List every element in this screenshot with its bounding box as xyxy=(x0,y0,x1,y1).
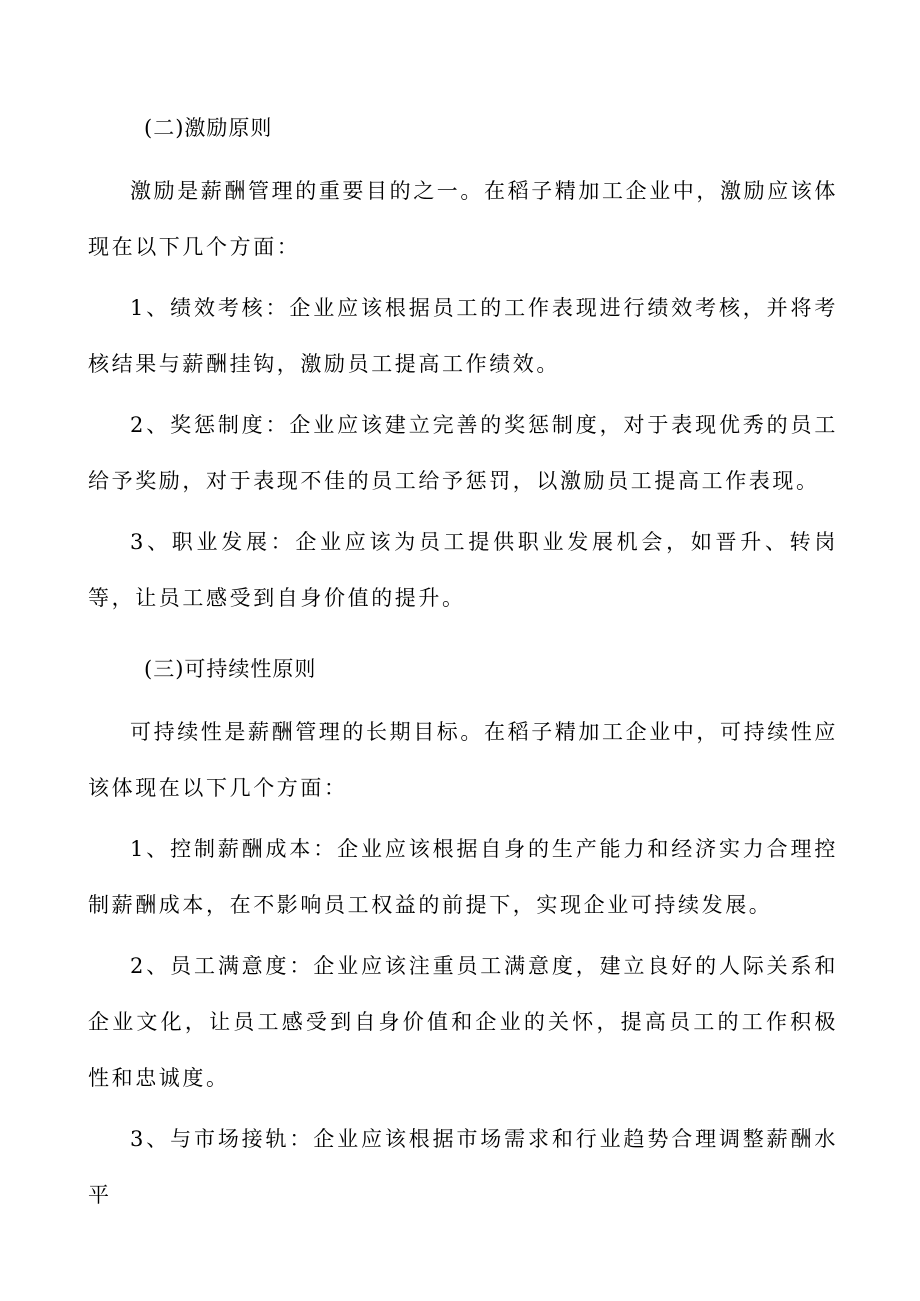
paragraph-employee-satisfaction: 2、员工满意度：企业应该注重员工满意度，建立良好的人际关系和企业文化，让员工感受到自身价值和企业的关怀，提高员工的工作积极性和忠诚度。 xyxy=(88,954,838,1090)
paragraph-cost-control: 1、控制薪酬成本：企业应该根据自身的生产能力和经济实力合理控制薪酬成本，在不影响员工权益的前提下，实现企业可持续发展。 xyxy=(88,837,838,917)
paragraph-market-alignment: 3、与市场接轨：企业应该根据市场需求和行业趋势合理调整薪酬水平 xyxy=(88,1127,838,1207)
paragraph-incentive-intro: 激励是薪酬管理的重要目的之一。在稻子精加工企业中，激励应该体现在以下几个方面： xyxy=(88,179,838,259)
paragraph-reward-punishment: 2、奖惩制度：企业应该建立完善的奖惩制度，对于表现优秀的员工给予奖励，对于表现不佳的员工给予惩罚，以激励员工提高工作表现。 xyxy=(88,413,838,493)
paragraph-career-development: 3、职业发展：企业应该为员工提供职业发展机会，如晋升、转岗等，让员工感受到自身价值的提升。 xyxy=(88,530,838,610)
paragraph-performance-review: 1、绩效考核：企业应该根据员工的工作表现进行绩效考核，并将考核结果与薪酬挂钩，激励员工提高工作绩效。 xyxy=(88,296,838,376)
section-heading-sustainability: (三)可持续性原则 xyxy=(144,657,317,681)
section-heading-incentive: (二)激励原则 xyxy=(144,116,273,140)
paragraph-sustainability-intro: 可持续性是薪酬管理的长期目标。在稻子精加工企业中，可持续性应该体现在以下几个方面： xyxy=(88,720,838,800)
